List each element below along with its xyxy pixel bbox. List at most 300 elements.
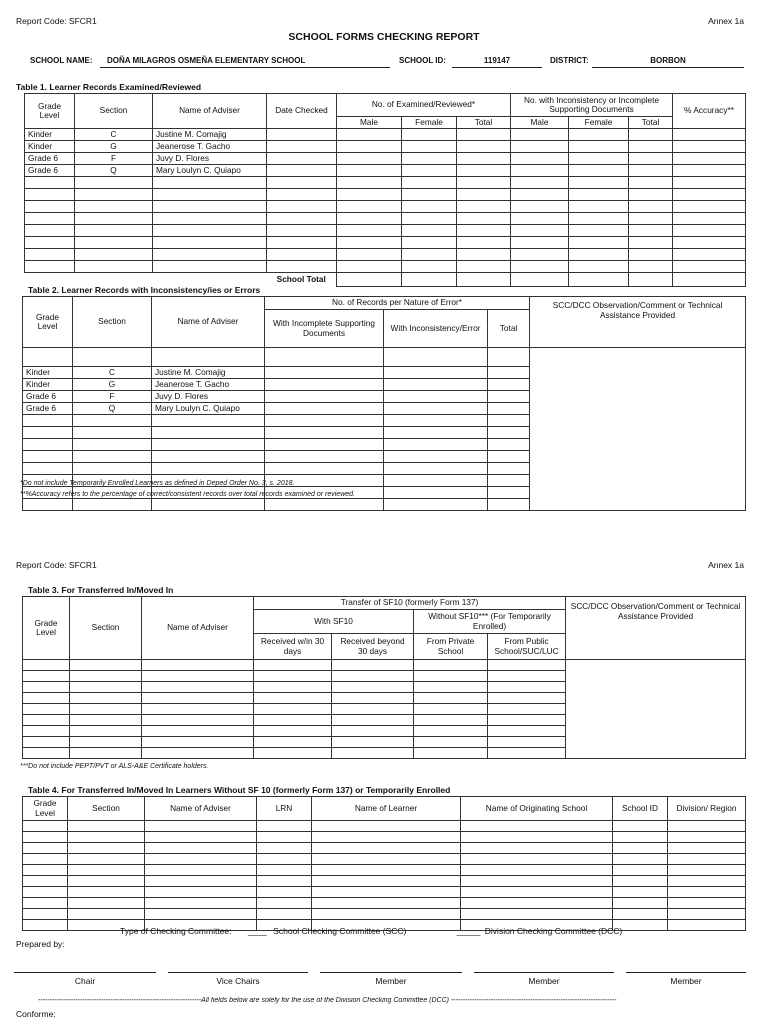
empty-cell bbox=[488, 391, 530, 403]
cell-adviser: Jeanerose T. Gacho bbox=[153, 141, 267, 153]
empty-cell bbox=[488, 403, 530, 415]
page-title: SCHOOL FORMS CHECKING REPORT bbox=[288, 31, 480, 43]
committee-type-label: Type of Checking Committee: bbox=[120, 926, 232, 936]
cell-grade: Kinder bbox=[25, 129, 75, 141]
table-row bbox=[25, 189, 746, 201]
empty-cell bbox=[142, 715, 254, 726]
note-pept: ***Do not include PEPT/PVT or ALS-A&E Certificate holders. bbox=[20, 763, 209, 770]
empty-cell bbox=[68, 909, 145, 920]
school-id-value: 119147 bbox=[483, 56, 511, 65]
empty-cell bbox=[488, 682, 566, 693]
cell-adviser: Jeanerose T. Gacho bbox=[152, 379, 265, 391]
empty-cell bbox=[488, 487, 530, 499]
empty-cell bbox=[25, 201, 75, 213]
empty-cell bbox=[673, 153, 746, 165]
table4-title: Table 4. For Transferred In/Moved In Learners Without SF 10 (formerly Form 137) or Temporarily Enrolled bbox=[28, 785, 451, 795]
dcc-checkbox-blank[interactable]: _____ bbox=[456, 926, 481, 936]
empty-cell bbox=[569, 213, 629, 225]
empty-cell bbox=[152, 427, 265, 439]
empty-cell bbox=[265, 367, 384, 379]
empty-cell bbox=[384, 487, 488, 499]
empty-cell bbox=[569, 177, 629, 189]
empty-cell bbox=[569, 165, 629, 177]
empty-cell bbox=[153, 261, 267, 273]
empty-cell bbox=[384, 415, 488, 427]
empty-cell bbox=[384, 379, 488, 391]
table-row bbox=[23, 660, 746, 671]
empty-cell bbox=[332, 682, 414, 693]
empty-cell bbox=[668, 843, 746, 854]
empty-cell bbox=[145, 887, 257, 898]
t1-h-accuracy: % Accuracy** bbox=[673, 94, 746, 129]
empty-cell bbox=[337, 225, 402, 237]
empty-cell bbox=[461, 843, 613, 854]
empty-cell bbox=[613, 843, 668, 854]
t2-h-observation: SCC/DCC Observation/Comment or Technical Assistance Provided bbox=[530, 297, 746, 348]
empty-cell bbox=[488, 693, 566, 704]
t3-h-without: Without SF10*** (For Temporarily Enrolled) bbox=[414, 610, 566, 634]
empty-cell bbox=[569, 141, 629, 153]
t1-h-male-2: Male bbox=[511, 117, 569, 129]
conforme-label: Conforme: bbox=[16, 1009, 56, 1019]
empty-cell bbox=[254, 660, 332, 671]
empty-cell bbox=[312, 865, 461, 876]
empty-cell bbox=[668, 854, 746, 865]
empty-cell bbox=[267, 141, 337, 153]
cell-adviser: Mary Loulyn C. Quiapo bbox=[153, 165, 267, 177]
empty-cell bbox=[145, 843, 257, 854]
empty-cell bbox=[488, 499, 530, 511]
committee-type-line bbox=[120, 926, 622, 936]
empty-cell bbox=[267, 249, 337, 261]
empty-cell bbox=[265, 391, 384, 403]
member3-label: Member bbox=[670, 976, 702, 986]
empty-cell bbox=[629, 177, 673, 189]
empty-cell bbox=[23, 748, 70, 759]
empty-cell bbox=[668, 898, 746, 909]
t2-h-grade: Grade Level bbox=[23, 297, 73, 348]
empty-cell bbox=[673, 201, 746, 213]
t2-h-incomplete: With Incomplete Supporting Documents bbox=[265, 310, 384, 348]
empty-cell bbox=[265, 463, 384, 475]
empty-cell bbox=[511, 201, 569, 213]
empty-cell bbox=[414, 737, 488, 748]
empty-cell bbox=[668, 865, 746, 876]
t4-h-grade: Grade Level bbox=[23, 797, 68, 821]
dcc-only-divider: ----------------------------------------------------------------------All fields below are solely for the use of the Division Checking Committee (DCC) ----------------------------------------------------------------------- bbox=[38, 997, 617, 1004]
empty-cell bbox=[145, 909, 257, 920]
empty-cell bbox=[488, 451, 530, 463]
member2-label: Member bbox=[528, 976, 560, 986]
empty-cell bbox=[488, 475, 530, 487]
school-name-label: SCHOOL NAME: bbox=[30, 56, 93, 65]
empty-cell bbox=[402, 165, 457, 177]
empty-cell bbox=[488, 726, 566, 737]
empty-cell bbox=[384, 403, 488, 415]
empty-cell bbox=[145, 821, 257, 832]
empty-cell bbox=[457, 261, 511, 273]
empty-cell bbox=[488, 715, 566, 726]
empty-cell bbox=[488, 704, 566, 715]
empty-cell bbox=[23, 726, 70, 737]
empty-cell bbox=[145, 854, 257, 865]
empty-cell bbox=[23, 715, 70, 726]
empty-cell bbox=[23, 427, 73, 439]
empty-cell bbox=[23, 451, 73, 463]
empty-cell bbox=[70, 715, 142, 726]
t3-h-within30: Received w/in 30 days bbox=[254, 634, 332, 660]
empty-cell bbox=[461, 887, 613, 898]
cell-grade: Grade 6 bbox=[25, 153, 75, 165]
table-row bbox=[25, 153, 746, 165]
empty-cell bbox=[673, 225, 746, 237]
table2-title: Table 2. Learner Records with Inconsistency/ies or Errors bbox=[28, 285, 261, 295]
t1-h-section: Section bbox=[75, 94, 153, 129]
empty-cell bbox=[257, 876, 312, 887]
t3-h-with: With SF10 bbox=[254, 610, 414, 634]
empty-cell bbox=[668, 821, 746, 832]
empty-cell bbox=[414, 660, 488, 671]
empty-cell bbox=[75, 189, 153, 201]
empty-cell bbox=[70, 693, 142, 704]
table-row bbox=[25, 237, 746, 249]
empty-cell bbox=[488, 660, 566, 671]
district-underline bbox=[592, 67, 744, 68]
empty-cell bbox=[25, 225, 75, 237]
empty-cell bbox=[402, 141, 457, 153]
empty-cell bbox=[332, 660, 414, 671]
empty-cell bbox=[613, 854, 668, 865]
empty-cell bbox=[668, 876, 746, 887]
empty-cell bbox=[254, 693, 332, 704]
empty-cell bbox=[384, 367, 488, 379]
empty-cell bbox=[23, 693, 70, 704]
table-row bbox=[25, 201, 746, 213]
empty-cell bbox=[629, 189, 673, 201]
empty-cell bbox=[73, 427, 152, 439]
empty-cell bbox=[488, 463, 530, 475]
empty-cell bbox=[73, 439, 152, 451]
empty-cell bbox=[70, 737, 142, 748]
empty-cell bbox=[73, 348, 152, 367]
t1-h-date: Date Checked bbox=[267, 94, 337, 129]
table-row bbox=[23, 898, 746, 909]
empty-cell bbox=[629, 201, 673, 213]
empty-cell bbox=[384, 348, 488, 367]
empty-cell bbox=[457, 213, 511, 225]
empty-cell bbox=[23, 671, 70, 682]
cell-section: F bbox=[75, 153, 153, 165]
empty-cell bbox=[402, 153, 457, 165]
empty-cell bbox=[461, 854, 613, 865]
empty-cell bbox=[488, 367, 530, 379]
table3 bbox=[22, 596, 746, 759]
empty-cell bbox=[613, 909, 668, 920]
empty-cell bbox=[254, 715, 332, 726]
empty-cell bbox=[673, 177, 746, 189]
empty-cell bbox=[73, 451, 152, 463]
empty-cell bbox=[414, 693, 488, 704]
empty-cell bbox=[569, 153, 629, 165]
empty-cell bbox=[257, 898, 312, 909]
empty-cell bbox=[75, 261, 153, 273]
t1-h-male: Male bbox=[337, 117, 402, 129]
empty-cell bbox=[384, 451, 488, 463]
empty-cell bbox=[25, 249, 75, 261]
empty-cell bbox=[75, 201, 153, 213]
empty-cell bbox=[265, 451, 384, 463]
empty-cell bbox=[613, 821, 668, 832]
annex-label: Annex 1a bbox=[708, 16, 744, 26]
empty-cell bbox=[145, 876, 257, 887]
empty-cell bbox=[142, 693, 254, 704]
empty-cell bbox=[23, 876, 68, 887]
table-row bbox=[23, 876, 746, 887]
district-label: DISTRICT: bbox=[550, 56, 589, 65]
empty-cell bbox=[152, 499, 265, 511]
empty-cell bbox=[257, 909, 312, 920]
empty-cell bbox=[23, 682, 70, 693]
empty-cell bbox=[267, 189, 337, 201]
t3-h-private: From Private School bbox=[414, 634, 488, 660]
empty-cell bbox=[254, 682, 332, 693]
empty-cell bbox=[384, 391, 488, 403]
t3-h-public: From Public School/SUC/LUC bbox=[488, 634, 566, 660]
empty-cell bbox=[488, 748, 566, 759]
empty-cell bbox=[23, 499, 73, 511]
empty-cell bbox=[332, 693, 414, 704]
empty-cell bbox=[153, 237, 267, 249]
empty-cell bbox=[673, 141, 746, 153]
empty-cell bbox=[312, 898, 461, 909]
empty-cell bbox=[68, 854, 145, 865]
chair-signature-line bbox=[14, 972, 156, 973]
table4 bbox=[22, 796, 746, 931]
empty-cell bbox=[23, 920, 68, 931]
empty-cell bbox=[488, 348, 530, 367]
dcc-option-label: Division Checking Committee (DCC) bbox=[484, 926, 623, 936]
empty-cell bbox=[75, 249, 153, 261]
cell-section: C bbox=[73, 367, 152, 379]
report-code: Report Code: SFCR1 bbox=[16, 16, 97, 26]
empty-cell bbox=[267, 213, 337, 225]
empty-cell bbox=[23, 660, 70, 671]
empty-cell bbox=[673, 237, 746, 249]
empty-cell bbox=[457, 129, 511, 141]
empty-cell bbox=[145, 898, 257, 909]
cell-adviser: Justine M. Comajig bbox=[152, 367, 265, 379]
empty-cell bbox=[267, 129, 337, 141]
empty-cell bbox=[25, 177, 75, 189]
cell-grade: Grade 6 bbox=[25, 165, 75, 177]
table-row bbox=[23, 909, 746, 920]
table1-body bbox=[25, 129, 746, 273]
empty-cell bbox=[70, 682, 142, 693]
empty-cell bbox=[673, 165, 746, 177]
empty-cell bbox=[25, 237, 75, 249]
empty-cell bbox=[668, 909, 746, 920]
cell-adviser: Justine M. Comajig bbox=[153, 129, 267, 141]
empty-cell bbox=[312, 887, 461, 898]
empty-cell bbox=[142, 671, 254, 682]
table-row bbox=[25, 129, 746, 141]
empty-cell bbox=[569, 261, 629, 273]
t4-h-school-id: School ID bbox=[613, 797, 668, 821]
empty-cell bbox=[75, 225, 153, 237]
empty-cell bbox=[267, 201, 337, 213]
empty-cell bbox=[384, 439, 488, 451]
empty-cell bbox=[613, 898, 668, 909]
empty-cell bbox=[673, 189, 746, 201]
empty-cell bbox=[152, 348, 265, 367]
cell-section: Q bbox=[75, 165, 153, 177]
table3-body bbox=[23, 660, 746, 759]
empty-cell bbox=[23, 843, 68, 854]
school-name-underline bbox=[100, 67, 390, 68]
t1-h-adviser: Name of Adviser bbox=[153, 94, 267, 129]
school-name-value: DOÑA MILAGROS OSMEÑA ELEMENTARY SCHOOL bbox=[107, 56, 306, 65]
empty-cell bbox=[337, 249, 402, 261]
empty-cell bbox=[337, 153, 402, 165]
empty-cell bbox=[673, 261, 746, 273]
empty-cell bbox=[337, 177, 402, 189]
cell-grade: Kinder bbox=[23, 367, 73, 379]
cell-grade: Kinder bbox=[23, 379, 73, 391]
empty-cell bbox=[569, 225, 629, 237]
report-code-2: Report Code: SFCR1 bbox=[16, 560, 97, 570]
empty-cell bbox=[461, 821, 613, 832]
empty-cell bbox=[265, 348, 384, 367]
empty-cell bbox=[254, 726, 332, 737]
empty-cell bbox=[402, 249, 457, 261]
empty-cell bbox=[457, 165, 511, 177]
empty-cell bbox=[23, 832, 68, 843]
empty-cell bbox=[23, 704, 70, 715]
cell-section: G bbox=[75, 141, 153, 153]
table-row bbox=[23, 865, 746, 876]
empty-cell bbox=[265, 415, 384, 427]
empty-cell bbox=[337, 189, 402, 201]
empty-cell bbox=[569, 249, 629, 261]
empty-cell bbox=[457, 225, 511, 237]
table-row bbox=[25, 141, 746, 153]
empty-cell bbox=[267, 225, 337, 237]
table-row bbox=[23, 821, 746, 832]
empty-cell bbox=[414, 748, 488, 759]
empty-cell bbox=[152, 451, 265, 463]
t2-h-inconsistency: With Inconsistency/Error bbox=[384, 310, 488, 348]
empty-cell bbox=[488, 439, 530, 451]
empty-cell bbox=[145, 865, 257, 876]
empty-cell bbox=[569, 237, 629, 249]
table-row bbox=[25, 177, 746, 189]
empty-cell bbox=[337, 201, 402, 213]
empty-cell bbox=[312, 876, 461, 887]
empty-cell bbox=[332, 726, 414, 737]
t4-h-section: Section bbox=[68, 797, 145, 821]
empty-cell bbox=[511, 261, 569, 273]
empty-cell bbox=[332, 715, 414, 726]
empty-cell bbox=[461, 876, 613, 887]
empty-cell bbox=[613, 876, 668, 887]
prepared-by-label: Prepared by: bbox=[16, 939, 65, 949]
note-temporarily-enrolled: *Do not include Temporarily Enrolled Learners as defined in Deped Order No. 3, s. 2018. bbox=[20, 480, 295, 487]
district-value: BORBON bbox=[650, 56, 686, 65]
empty-cell bbox=[402, 129, 457, 141]
member1-label: Member bbox=[375, 976, 407, 986]
table-row bbox=[25, 261, 746, 273]
empty-cell bbox=[25, 213, 75, 225]
empty-cell bbox=[414, 726, 488, 737]
empty-cell bbox=[613, 832, 668, 843]
t1-h-grade: Grade Level bbox=[25, 94, 75, 129]
t3-h-beyond30: Received beyond 30 days bbox=[332, 634, 414, 660]
scc-checkbox-blank[interactable]: ____ bbox=[247, 926, 267, 936]
t4-h-division: Division/ Region bbox=[668, 797, 746, 821]
observation-cell bbox=[566, 660, 746, 759]
t1-h-total: Total bbox=[457, 117, 511, 129]
empty-cell bbox=[142, 737, 254, 748]
empty-cell bbox=[668, 920, 746, 931]
empty-cell bbox=[68, 865, 145, 876]
table-row bbox=[25, 213, 746, 225]
empty-cell bbox=[68, 876, 145, 887]
t4-h-origin: Name of Originating School bbox=[461, 797, 613, 821]
t4-h-learner: Name of Learner bbox=[312, 797, 461, 821]
empty-cell bbox=[629, 153, 673, 165]
empty-cell bbox=[461, 832, 613, 843]
empty-cell bbox=[402, 189, 457, 201]
empty-cell bbox=[402, 201, 457, 213]
empty-cell bbox=[613, 887, 668, 898]
empty-cell bbox=[257, 832, 312, 843]
t3-h-transfer: Transfer of SF10 (formerly Form 137) bbox=[254, 597, 566, 610]
empty-cell bbox=[254, 704, 332, 715]
empty-cell bbox=[75, 213, 153, 225]
empty-cell bbox=[23, 415, 73, 427]
empty-cell bbox=[153, 249, 267, 261]
empty-cell bbox=[23, 887, 68, 898]
cell-grade: Grade 6 bbox=[23, 403, 73, 415]
empty-cell bbox=[68, 843, 145, 854]
empty-cell bbox=[70, 704, 142, 715]
t3-h-observation: SCC/DCC Observation/Comment or Technical Assistance Provided bbox=[566, 597, 746, 660]
empty-cell bbox=[153, 189, 267, 201]
empty-cell bbox=[73, 463, 152, 475]
empty-cell bbox=[414, 682, 488, 693]
empty-cell bbox=[629, 141, 673, 153]
empty-cell bbox=[629, 237, 673, 249]
empty-cell bbox=[337, 261, 402, 273]
empty-cell bbox=[337, 129, 402, 141]
empty-cell bbox=[257, 843, 312, 854]
table-row bbox=[25, 249, 746, 261]
empty-cell bbox=[457, 141, 511, 153]
table-row bbox=[23, 854, 746, 865]
empty-cell bbox=[668, 887, 746, 898]
observation-cell bbox=[530, 348, 746, 511]
empty-cell bbox=[569, 129, 629, 141]
empty-cell bbox=[23, 737, 70, 748]
empty-cell bbox=[488, 427, 530, 439]
empty-cell bbox=[23, 821, 68, 832]
chair-label: Chair bbox=[74, 976, 96, 986]
empty-cell bbox=[488, 671, 566, 682]
t2-h-adviser: Name of Adviser bbox=[152, 297, 265, 348]
empty-cell bbox=[73, 499, 152, 511]
table4-body bbox=[23, 821, 746, 931]
t1-h-total-2: Total bbox=[629, 117, 673, 129]
